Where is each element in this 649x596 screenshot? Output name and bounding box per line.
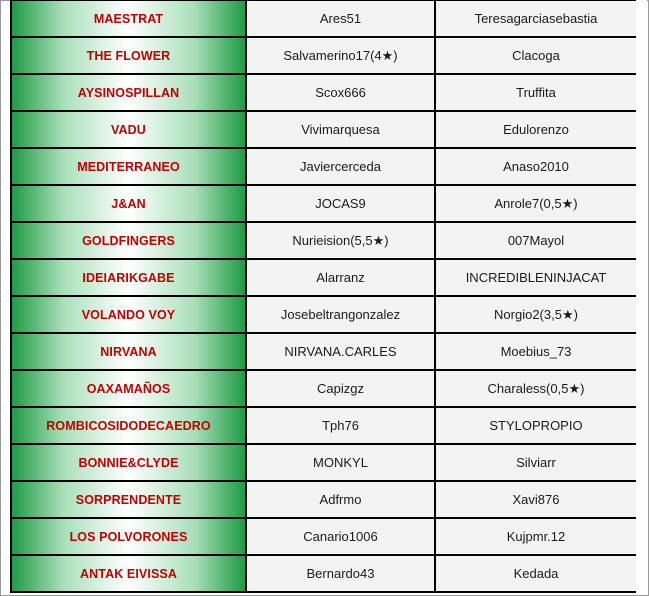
teams-table	[10, 0, 636, 593]
player-2-cell[interactable]: Clacoga	[435, 37, 636, 74]
player-2-cell[interactable]: Xavi876	[435, 481, 636, 518]
table-row	[11, 407, 636, 444]
player-1-cell[interactable]: Capizgz	[246, 370, 435, 407]
team-name-cell[interactable]: MEDITERRANEO	[11, 148, 246, 185]
team-name-cell[interactable]: VOLANDO VOY	[11, 296, 246, 333]
player-2-cell[interactable]: Moebius_73	[435, 333, 636, 370]
teams-table-container	[10, 0, 636, 596]
team-name-cell[interactable]: NIRVANA	[11, 333, 246, 370]
player-1-cell[interactable]: Salvamerino17(4★)	[246, 37, 435, 74]
player-2-cell[interactable]: Kujpmr.12	[435, 518, 636, 555]
team-name-cell[interactable]: LOS POLVORONES	[11, 518, 246, 555]
player-2-cell[interactable]: Anrole7(0,5★)	[435, 185, 636, 222]
player-1-cell[interactable]: Adfrmo	[246, 481, 435, 518]
team-name-cell[interactable]: AYSINOSPILLAN	[11, 74, 246, 111]
player-1-cell[interactable]: Tph76	[246, 407, 435, 444]
team-name-cell[interactable]: OAXAMAÑOS	[11, 370, 246, 407]
player-1-cell[interactable]: Bernardo43	[246, 555, 435, 592]
table-row	[11, 148, 636, 185]
table-row	[11, 370, 636, 407]
team-name-cell[interactable]: ANTAK EIVISSA	[11, 555, 246, 592]
player-1-cell[interactable]: Canario1006	[246, 518, 435, 555]
player-1-cell[interactable]: Nurieision(5,5★)	[246, 222, 435, 259]
player-1-cell[interactable]: Ares51	[246, 1, 435, 38]
team-name-cell[interactable]: ROMBICOSIDODECAEDRO	[11, 407, 246, 444]
player-2-cell[interactable]: Charaless(0,5★)	[435, 370, 636, 407]
player-2-cell[interactable]: 007Mayol	[435, 222, 636, 259]
player-1-cell[interactable]: Alarranz	[246, 259, 435, 296]
team-name-cell[interactable]: J&AN	[11, 185, 246, 222]
table-row	[11, 37, 636, 74]
player-2-cell[interactable]: Teresagarciasebastia	[435, 1, 636, 38]
team-name-cell[interactable]: IDEIARIKGABE	[11, 259, 246, 296]
player-2-cell[interactable]: Norgio2(3,5★)	[435, 296, 636, 333]
right-margin	[636, 0, 647, 594]
team-name-cell[interactable]: VADU	[11, 111, 246, 148]
table-row	[11, 333, 636, 370]
table-row	[11, 481, 636, 518]
player-1-cell[interactable]: MONKYL	[246, 444, 435, 481]
team-name-cell[interactable]: GOLDFINGERS	[11, 222, 246, 259]
player-1-cell[interactable]: Vivimarquesa	[246, 111, 435, 148]
team-name-cell[interactable]: THE FLOWER	[11, 37, 246, 74]
player-2-cell[interactable]: Edulorenzo	[435, 111, 636, 148]
player-1-cell[interactable]: NIRVANA.CARLES	[246, 333, 435, 370]
teams-table-body	[11, 1, 636, 593]
table-row	[11, 296, 636, 333]
table-row	[11, 259, 636, 296]
table-row	[11, 555, 636, 592]
player-1-cell[interactable]: JOCAS9	[246, 185, 435, 222]
player-2-cell[interactable]: STYLOPROPIO	[435, 407, 636, 444]
table-row	[11, 185, 636, 222]
player-1-cell[interactable]: Josebeltrangonzalez	[246, 296, 435, 333]
player-1-cell[interactable]: Javiercerceda	[246, 148, 435, 185]
player-2-cell[interactable]: Kedada	[435, 555, 636, 592]
player-1-cell[interactable]: Scox666	[246, 74, 435, 111]
team-name-cell[interactable]: MAESTRAT	[11, 1, 246, 38]
table-row	[11, 74, 636, 111]
player-2-cell[interactable]: Silviarr	[435, 444, 636, 481]
player-2-cell[interactable]: Anaso2010	[435, 148, 636, 185]
player-2-cell[interactable]: Truffita	[435, 74, 636, 111]
table-row	[11, 518, 636, 555]
player-2-cell[interactable]: INCREDIBLENINJACAT	[435, 259, 636, 296]
table-row	[11, 222, 636, 259]
table-row	[11, 1, 636, 38]
table-row	[11, 444, 636, 481]
team-name-cell[interactable]: SORPRENDENTE	[11, 481, 246, 518]
team-name-cell[interactable]: BONNIE&CLYDE	[11, 444, 246, 481]
table-row	[11, 111, 636, 148]
